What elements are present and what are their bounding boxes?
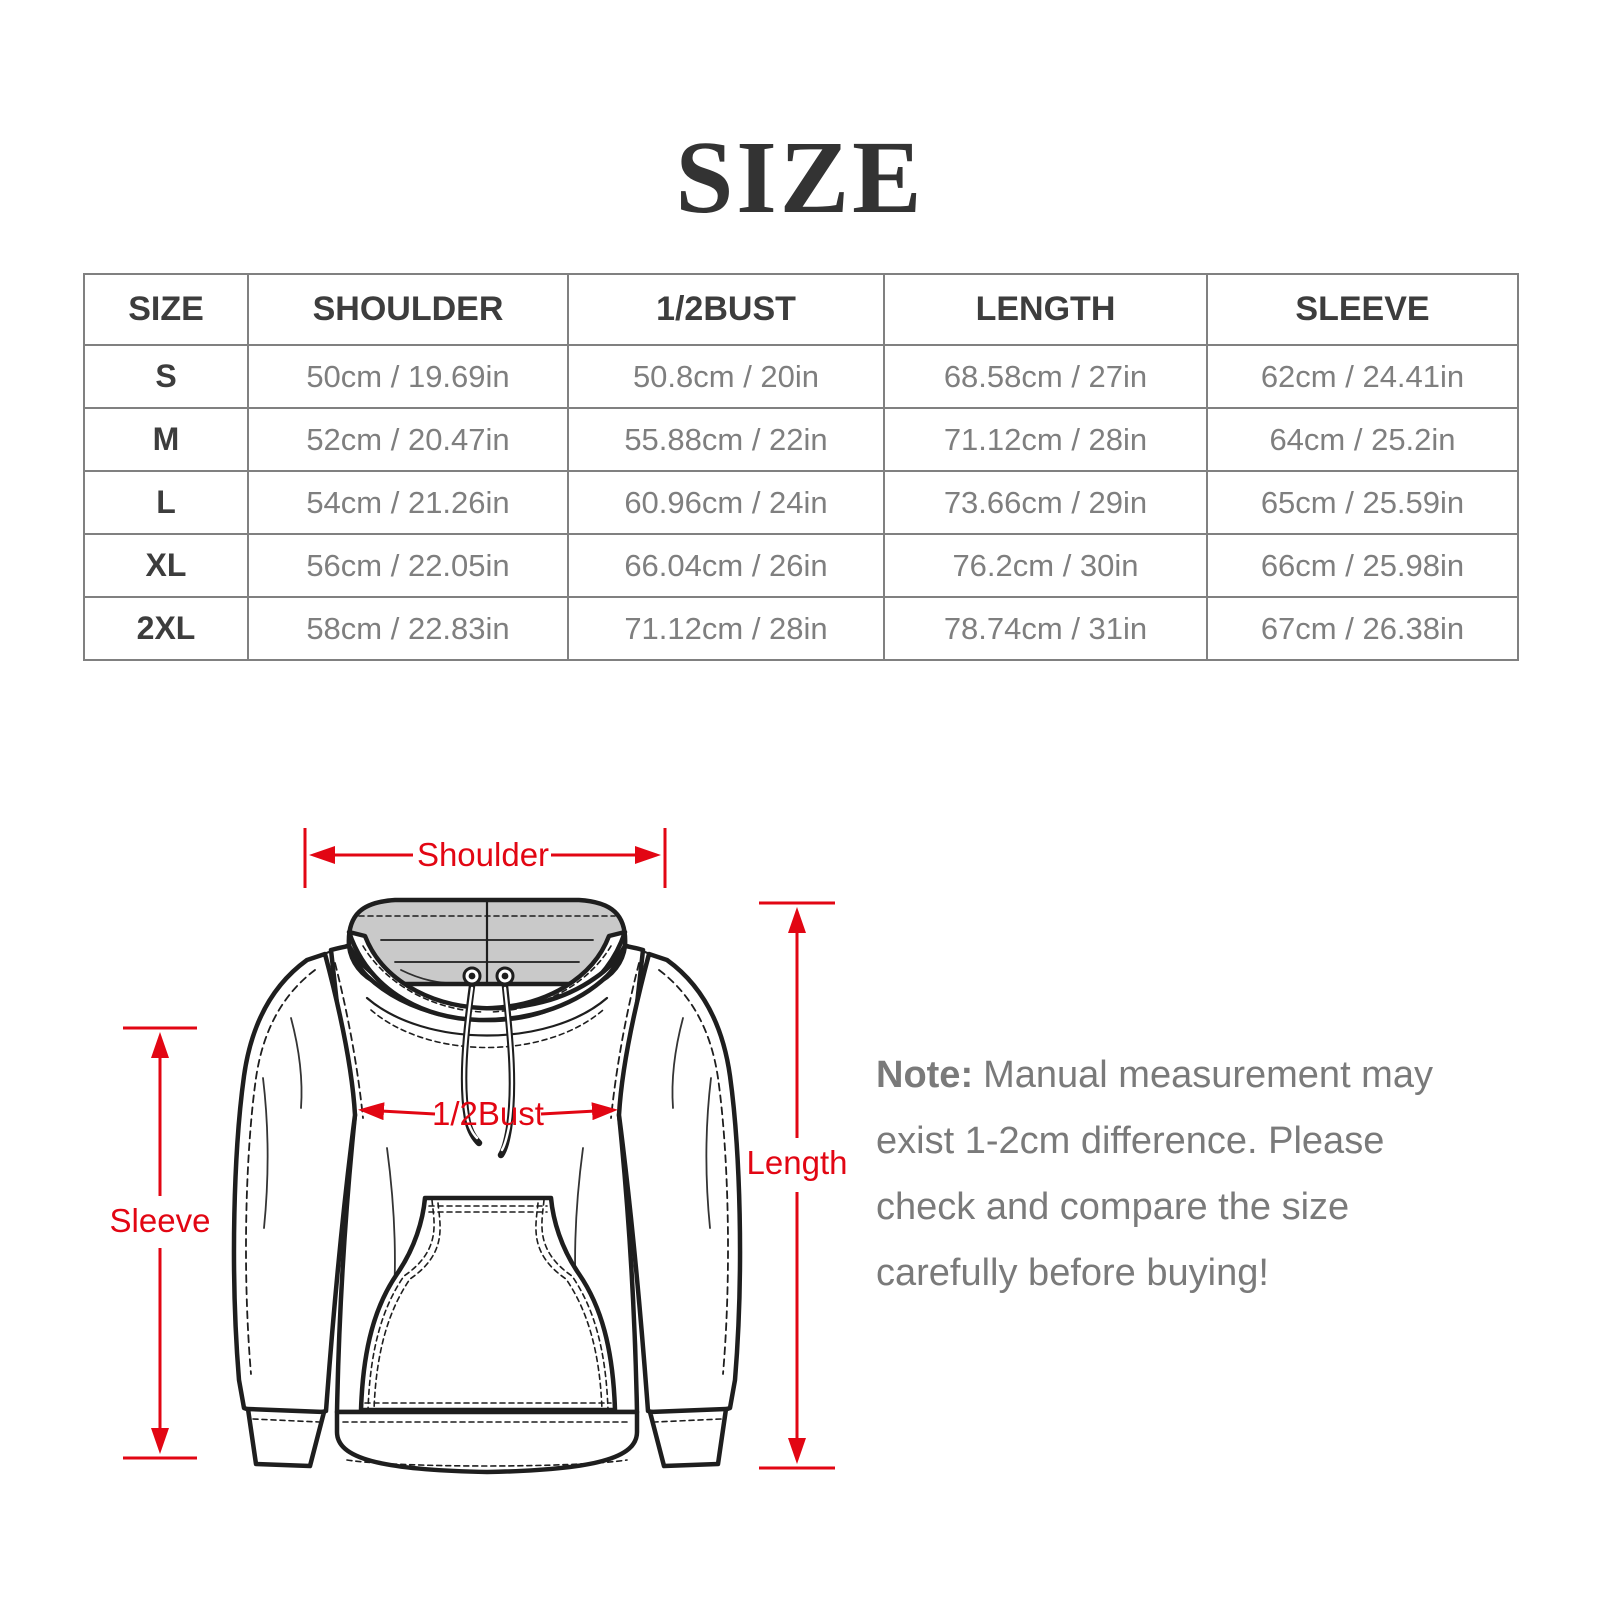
bust-label: 1/2Bust bbox=[432, 1095, 544, 1132]
size-label: L bbox=[84, 471, 248, 534]
note-block bbox=[876, 1042, 1476, 1306]
size-table bbox=[83, 273, 1519, 661]
page-title: SIZE bbox=[675, 120, 925, 235]
note-text: Manual measurement may exist 1-2cm difference. Please check and compare the size carefully before buying! bbox=[876, 1054, 1433, 1294]
size-label: S bbox=[84, 345, 248, 408]
column-header-length: LENGTH bbox=[884, 274, 1207, 345]
measurement-cell: 58cm / 22.83in bbox=[248, 597, 568, 660]
measurement-cell: 78.74cm / 31in bbox=[884, 597, 1207, 660]
measurement-cell: 50cm / 19.69in bbox=[248, 345, 568, 408]
hoodie-measurement-diagram bbox=[95, 818, 875, 1518]
column-header-sleeve: SLEEVE bbox=[1207, 274, 1518, 345]
table-header-row bbox=[84, 274, 1518, 345]
column-header-shoulder: SHOULDER bbox=[248, 274, 568, 345]
table-row bbox=[84, 597, 1518, 660]
size-label: XL bbox=[84, 534, 248, 597]
measurement-cell: 56cm / 22.05in bbox=[248, 534, 568, 597]
table-row bbox=[84, 534, 1518, 597]
column-header-size: SIZE bbox=[84, 274, 248, 345]
column-header-bust: 1/2BUST bbox=[568, 274, 884, 345]
shoulder-measure bbox=[305, 828, 665, 888]
left-cuff bbox=[248, 1409, 324, 1466]
note-label: Note: bbox=[876, 1054, 974, 1096]
table-row bbox=[84, 408, 1518, 471]
size-label: M bbox=[84, 408, 248, 471]
measurement-cell: 65cm / 25.59in bbox=[1207, 471, 1518, 534]
length-measure bbox=[747, 903, 848, 1468]
measurement-cell: 50.8cm / 20in bbox=[568, 345, 884, 408]
table-row bbox=[84, 471, 1518, 534]
measurement-cell: 52cm / 20.47in bbox=[248, 408, 568, 471]
measurement-cell: 76.2cm / 30in bbox=[884, 534, 1207, 597]
measurement-cell: 71.12cm / 28in bbox=[568, 597, 884, 660]
measurement-cell: 64cm / 25.2in bbox=[1207, 408, 1518, 471]
measurement-cell: 71.12cm / 28in bbox=[884, 408, 1207, 471]
hoodie-illustration bbox=[234, 900, 740, 1472]
size-label: 2XL bbox=[84, 597, 248, 660]
measurement-cell: 73.66cm / 29in bbox=[884, 471, 1207, 534]
length-label: Length bbox=[746, 1144, 848, 1181]
measurement-cell: 60.96cm / 24in bbox=[568, 471, 884, 534]
sleeve-measure bbox=[110, 1028, 211, 1458]
measurement-cell: 62cm / 24.41in bbox=[1207, 345, 1518, 408]
measurement-cell: 66.04cm / 26in bbox=[568, 534, 884, 597]
table-row bbox=[84, 345, 1518, 408]
right-cuff bbox=[650, 1409, 726, 1466]
measurement-cell: 66cm / 25.98in bbox=[1207, 534, 1518, 597]
shoulder-label: Shoulder bbox=[416, 836, 550, 873]
measurement-cell: 54cm / 21.26in bbox=[248, 471, 568, 534]
sleeve-label: Sleeve bbox=[109, 1202, 211, 1239]
measurement-cell: 67cm / 26.38in bbox=[1207, 597, 1518, 660]
measurement-cell: 68.58cm / 27in bbox=[884, 345, 1207, 408]
measurement-cell: 55.88cm / 22in bbox=[568, 408, 884, 471]
